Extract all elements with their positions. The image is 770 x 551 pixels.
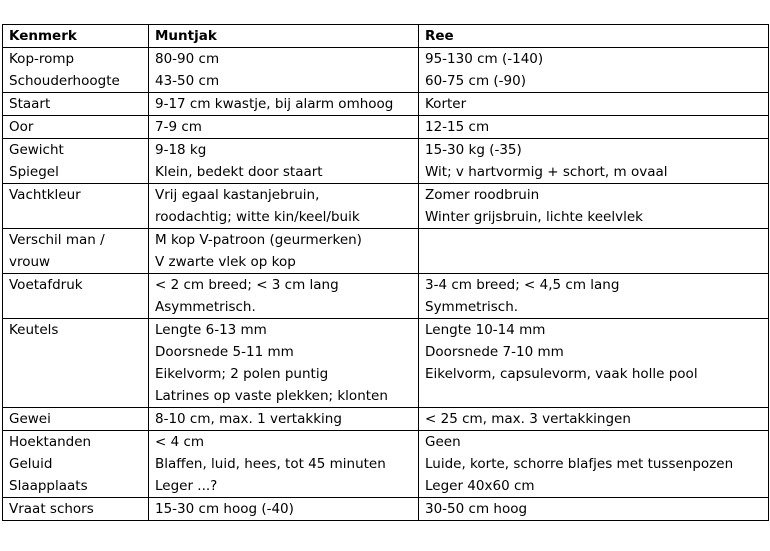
- cell-line: Vachtkleur: [9, 187, 81, 203]
- cell-line: Eikelvorm, capsulevorm, vaak holle pool: [425, 366, 698, 382]
- cell-line: Latrines op vaste plekken; klonten: [155, 388, 388, 404]
- cell-line: Klein, bedekt door staart: [155, 164, 323, 180]
- cell-line: 60-75 cm (-90): [425, 73, 526, 89]
- table-row: [3, 184, 769, 229]
- cell-line: Gewei: [9, 411, 51, 427]
- cell-line: Blaffen, luid, hees, tot 45 minuten: [155, 456, 386, 472]
- cell-muntjak: [149, 498, 419, 521]
- cell-line: Verschil man /: [9, 232, 105, 248]
- cell-line: roodachtig; witte kin/keel/buik: [155, 209, 360, 225]
- cell-kenmerk: [3, 408, 149, 431]
- cell-line: 43-50 cm: [155, 73, 220, 89]
- cell-ree: [419, 319, 769, 408]
- cell-ree: [419, 498, 769, 521]
- cell-ree: [419, 139, 769, 184]
- cell-line: Asymmetrisch.: [155, 299, 256, 315]
- cell-line: Gewicht: [9, 142, 64, 158]
- cell-kenmerk: [3, 229, 149, 274]
- cell-line: M kop V-patroon (geurmerken): [155, 232, 362, 248]
- cell-line: 30-50 cm hoog: [425, 501, 528, 517]
- cell-line: Vraat schors: [9, 501, 94, 517]
- cell-muntjak: [149, 229, 419, 274]
- cell-line: Wit; v hartvormig + schort, m ovaal: [425, 164, 668, 180]
- comparison-table: [2, 24, 769, 521]
- cell-kenmerk: [3, 431, 149, 498]
- table-row: [3, 431, 769, 498]
- cell-line: Keutels: [9, 322, 59, 338]
- cell-muntjak: [149, 274, 419, 319]
- cell-line: Zomer roodbruin: [425, 187, 540, 203]
- cell-line: Korter: [425, 96, 467, 112]
- cell-kenmerk: [3, 139, 149, 184]
- cell-line: Symmetrisch.: [425, 299, 519, 315]
- cell-line: < 25 cm, max. 3 vertakkingen: [425, 411, 631, 427]
- cell-line: 8-10 cm, max. 1 vertakking: [155, 411, 342, 427]
- cell-line: Doorsnede 5-11 mm: [155, 344, 294, 360]
- table-row: [3, 116, 769, 139]
- cell-line: < 2 cm breed; < 3 cm lang: [155, 277, 339, 293]
- table-row: [3, 48, 769, 93]
- cell-line: 3-4 cm breed; < 4,5 cm lang: [425, 277, 620, 293]
- cell-line: 12-15 cm: [425, 119, 490, 135]
- table-row: [3, 498, 769, 521]
- cell-line: 9-18 kg: [155, 142, 207, 158]
- table-row: [3, 139, 769, 184]
- header-ree: Ree: [419, 25, 769, 48]
- cell-line: Spiegel: [9, 164, 59, 180]
- cell-line: Geluid: [9, 456, 53, 472]
- cell-line: Slaapplaats: [9, 478, 88, 494]
- cell-line: Winter grijsbruin, lichte keelvlek: [425, 209, 643, 225]
- cell-ree: [419, 229, 769, 274]
- cell-line: V zwarte vlek op kop: [155, 254, 296, 270]
- cell-ree: [419, 431, 769, 498]
- cell-line: Hoektanden: [9, 434, 92, 450]
- cell-line: Vrij egaal kastanjebruin,: [155, 187, 320, 203]
- header-kenmerk: Kenmerk: [3, 25, 149, 48]
- cell-line: Kop-romp: [9, 51, 75, 67]
- cell-line: 9-17 cm kwastje, bij alarm omhoog: [155, 96, 394, 112]
- cell-line: Luide, korte, schorre blafjes met tussenpozen: [425, 456, 734, 472]
- cell-ree: [419, 184, 769, 229]
- table-row: [3, 229, 769, 274]
- cell-line: Leger ...?: [155, 478, 218, 494]
- cell-ree: [419, 116, 769, 139]
- cell-kenmerk: [3, 274, 149, 319]
- cell-line: Doorsnede 7-10 mm: [425, 344, 564, 360]
- table-row: [3, 319, 769, 408]
- cell-line: Oor: [9, 119, 34, 135]
- table-row: [3, 274, 769, 319]
- cell-muntjak: [149, 139, 419, 184]
- cell-ree: [419, 274, 769, 319]
- cell-ree: [419, 93, 769, 116]
- cell-line: 95-130 cm (-140): [425, 51, 544, 67]
- cell-ree: [419, 408, 769, 431]
- cell-line: Geen: [425, 434, 461, 450]
- cell-line: Lengte 6-13 mm: [155, 322, 267, 338]
- cell-line: 15-30 cm hoog (-40): [155, 501, 294, 517]
- cell-kenmerk: [3, 319, 149, 408]
- cell-line: Lengte 10-14 mm: [425, 322, 546, 338]
- cell-line: Voetafdruk: [9, 277, 83, 293]
- cell-muntjak: [149, 408, 419, 431]
- table-row: [3, 93, 769, 116]
- cell-kenmerk: [3, 116, 149, 139]
- cell-line: Schouderhoogte: [9, 73, 120, 89]
- cell-line: 80-90 cm: [155, 51, 220, 67]
- cell-line: 7-9 cm: [155, 119, 202, 135]
- cell-kenmerk: [3, 48, 149, 93]
- cell-kenmerk: [3, 184, 149, 229]
- cell-muntjak: [149, 184, 419, 229]
- cell-muntjak: [149, 116, 419, 139]
- cell-line: 15-30 kg (-35): [425, 142, 522, 158]
- cell-kenmerk: [3, 93, 149, 116]
- cell-muntjak: [149, 93, 419, 116]
- cell-line: Eikelvorm; 2 polen puntig: [155, 366, 329, 382]
- header-muntjak: Muntjak: [149, 25, 419, 48]
- cell-kenmerk: [3, 498, 149, 521]
- cell-line: vrouw: [9, 254, 51, 270]
- cell-muntjak: [149, 319, 419, 408]
- cell-muntjak: [149, 431, 419, 498]
- table-row: [3, 408, 769, 431]
- cell-muntjak: [149, 48, 419, 93]
- header-row: [3, 25, 769, 48]
- cell-line: < 4 cm: [155, 434, 205, 450]
- cell-line: Staart: [9, 96, 51, 112]
- cell-ree: [419, 48, 769, 93]
- cell-line: Leger 40x60 cm: [425, 478, 535, 494]
